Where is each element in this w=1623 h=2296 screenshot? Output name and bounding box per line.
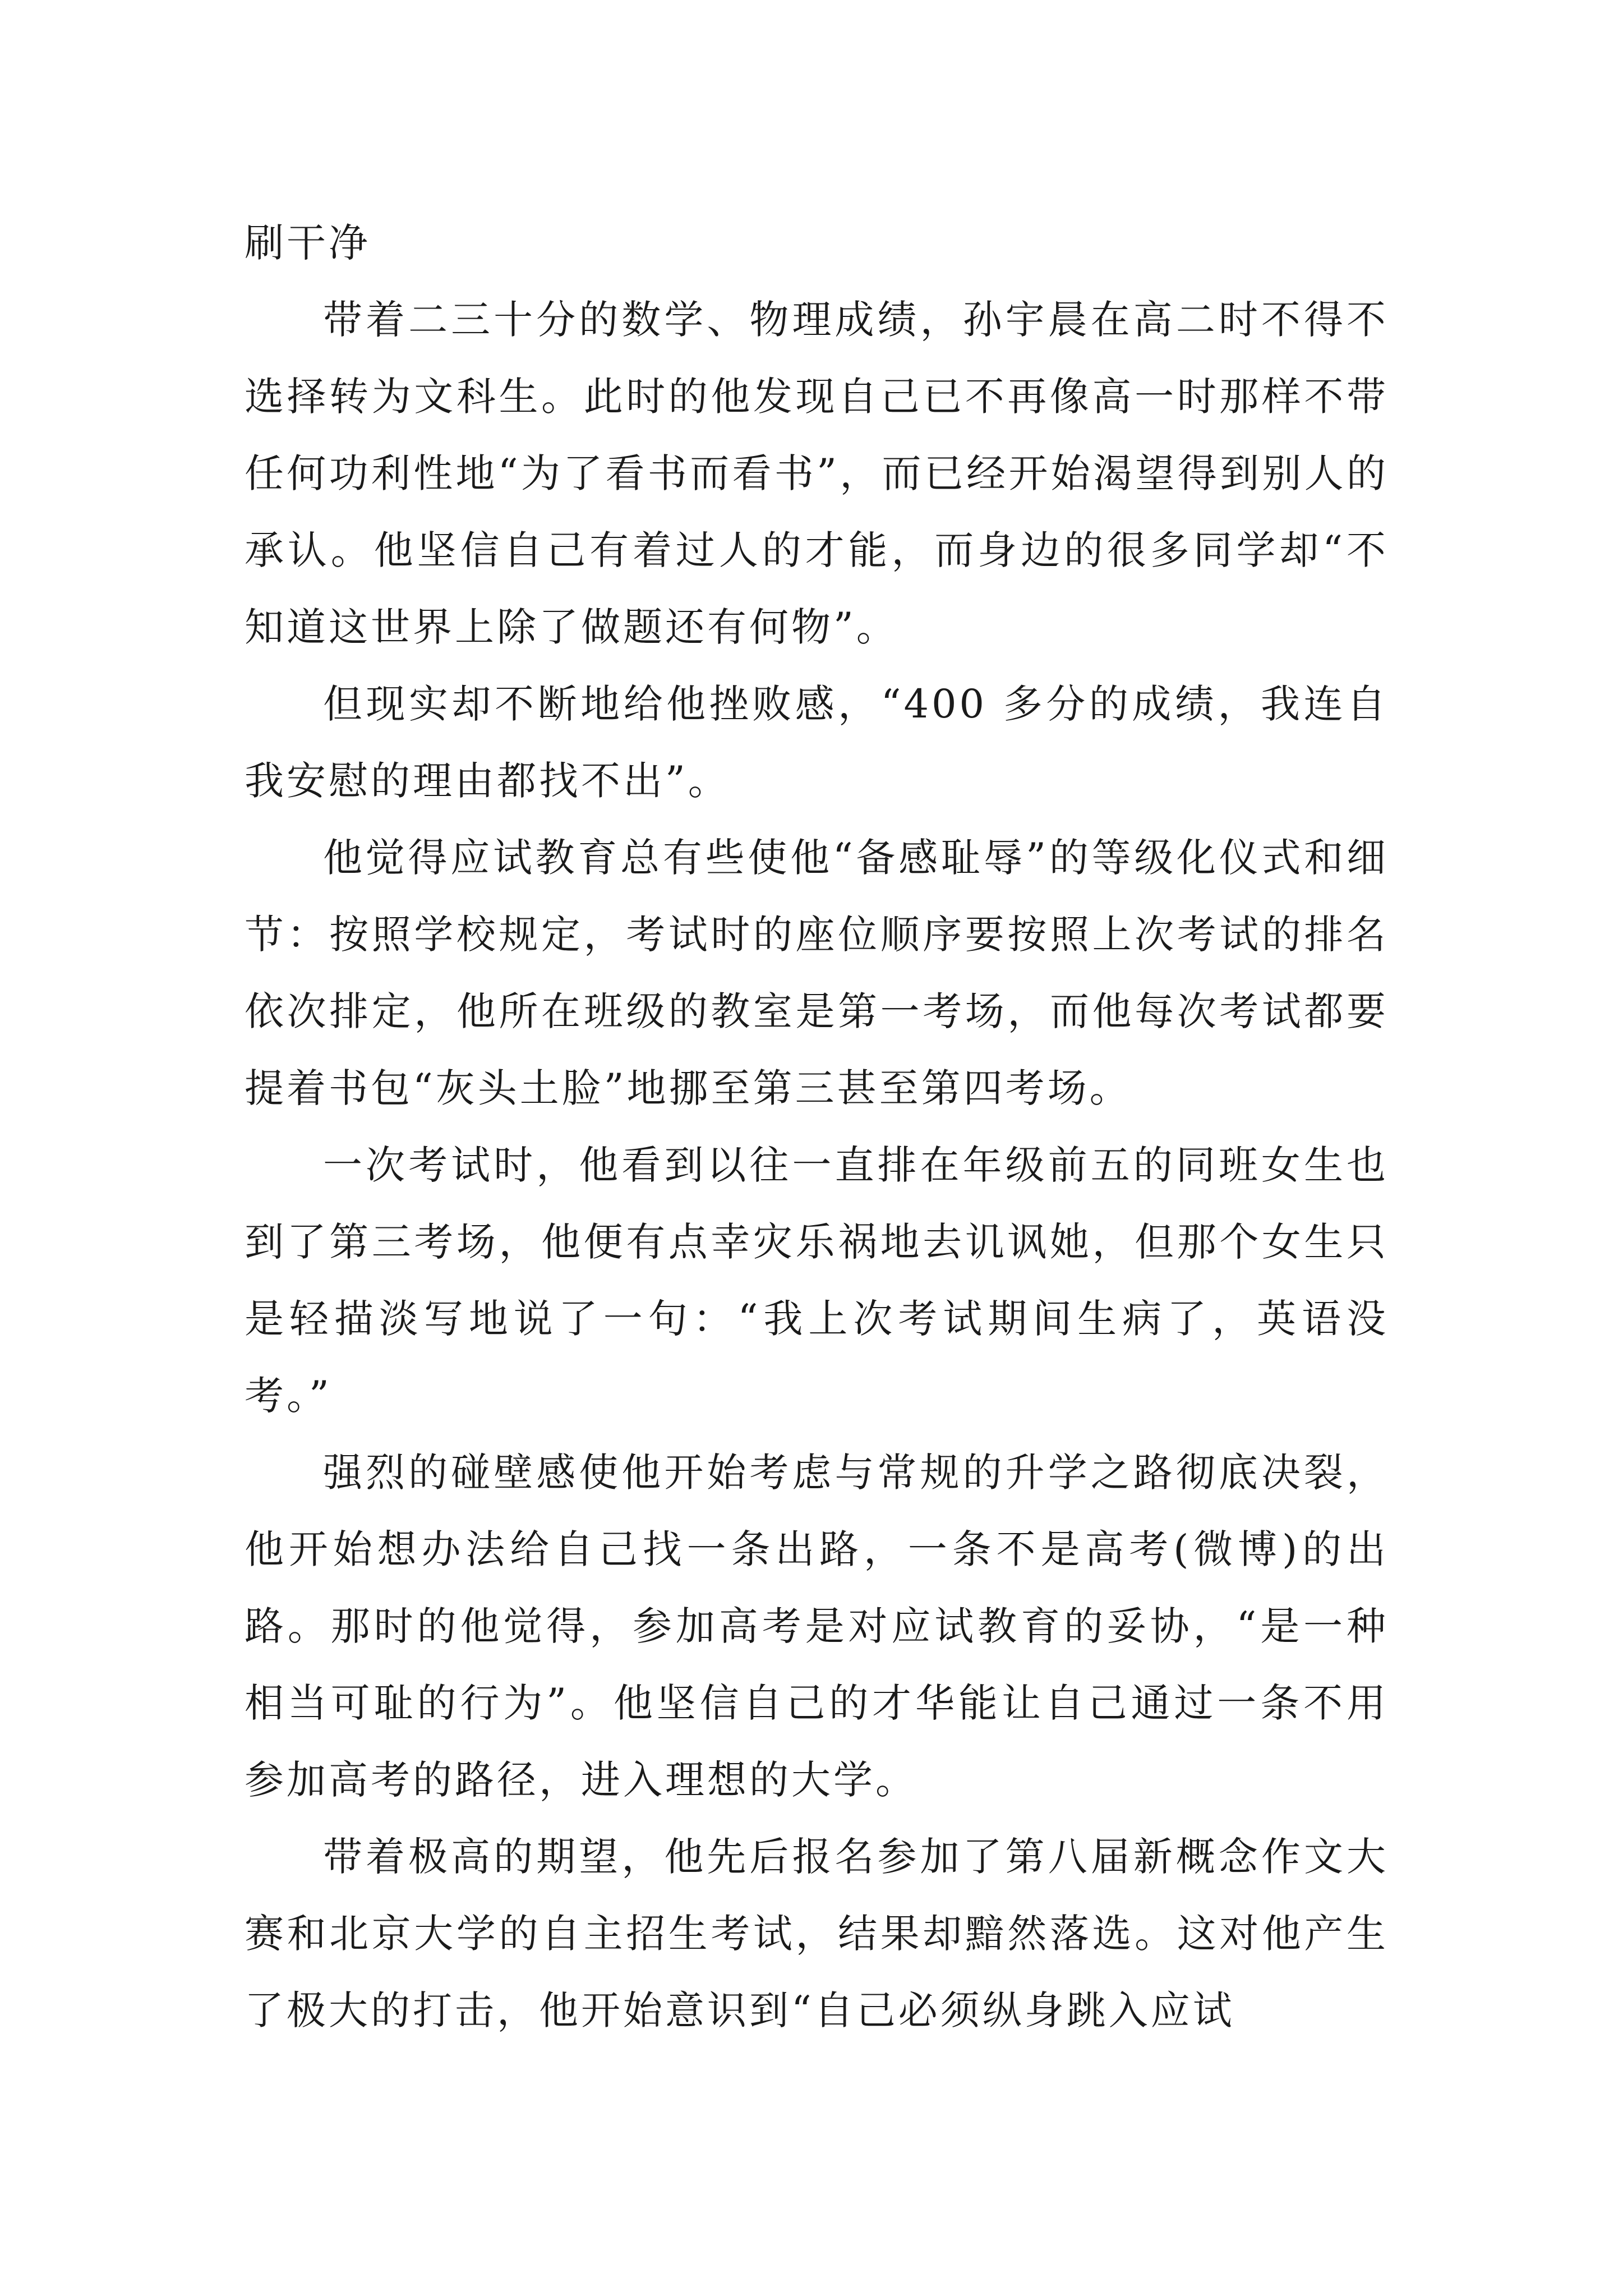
- paragraph-exam-ranking: 他觉得应试教育总有些使他“备感耻辱”的等级化仪式和细节：按照学校规定，考试时的座位顺序要按照上次考试的排名依次排定，他所在班级的教室是第一考场，而他每次考试都要提着书包“灰头土脸”地挪至第三甚至第四考场。: [245, 835, 1389, 1111]
- paragraph-continuation: 刷干净: [245, 220, 371, 266]
- paragraph-grades: 带着二三十分的数学、物理成绩，孙宇晨在高二时不得不选择转为文科生。此时的他发现自己已不再像高一时那样不带任何功利性地“为了看书而看书”，而已经开始渴望得到别人的承认。他坚信自己有着过人的才能，而身边的很多同学却“不知道这世界上除了做题还有何物”。: [245, 297, 1389, 650]
- paragraph-classmate: 一次考试时，他看到以往一直排在年级前五的同班女生也到了第三考场，他便有点幸灾乐祸地去讥讽她，但那个女生只是轻描淡写地说了一句：“我上次考试期间生病了，英语没考。”: [245, 1142, 1389, 1419]
- paragraph-competitions: 带着极高的期望，他先后报名参加了第八届新概念作文大赛和北京大学的自主招生考试，结果却黯然落选。这对他产生了极大的打击，他开始意识到“自己必须纵身跳入应试: [245, 1834, 1389, 2033]
- paragraph-frustration: 但现实却不断地给他挫败感，“400 多分的成绩，我连自我安慰的理由都找不出”。: [245, 681, 1389, 804]
- body-text: [245, 205, 1389, 2049]
- paragraph-break-away: 强烈的碰壁感使他开始考虑与常规的升学之路彻底决裂，他开始想办法给自己找一条出路，一条不是高考(微博)的出路。那时的他觉得，参加高考是对应试教育的妥协，“是一种相当可耻的行为”。他坚信自己的才华能让自己通过一条不用参加高考的路径，进入理想的大学。: [245, 1450, 1389, 1803]
